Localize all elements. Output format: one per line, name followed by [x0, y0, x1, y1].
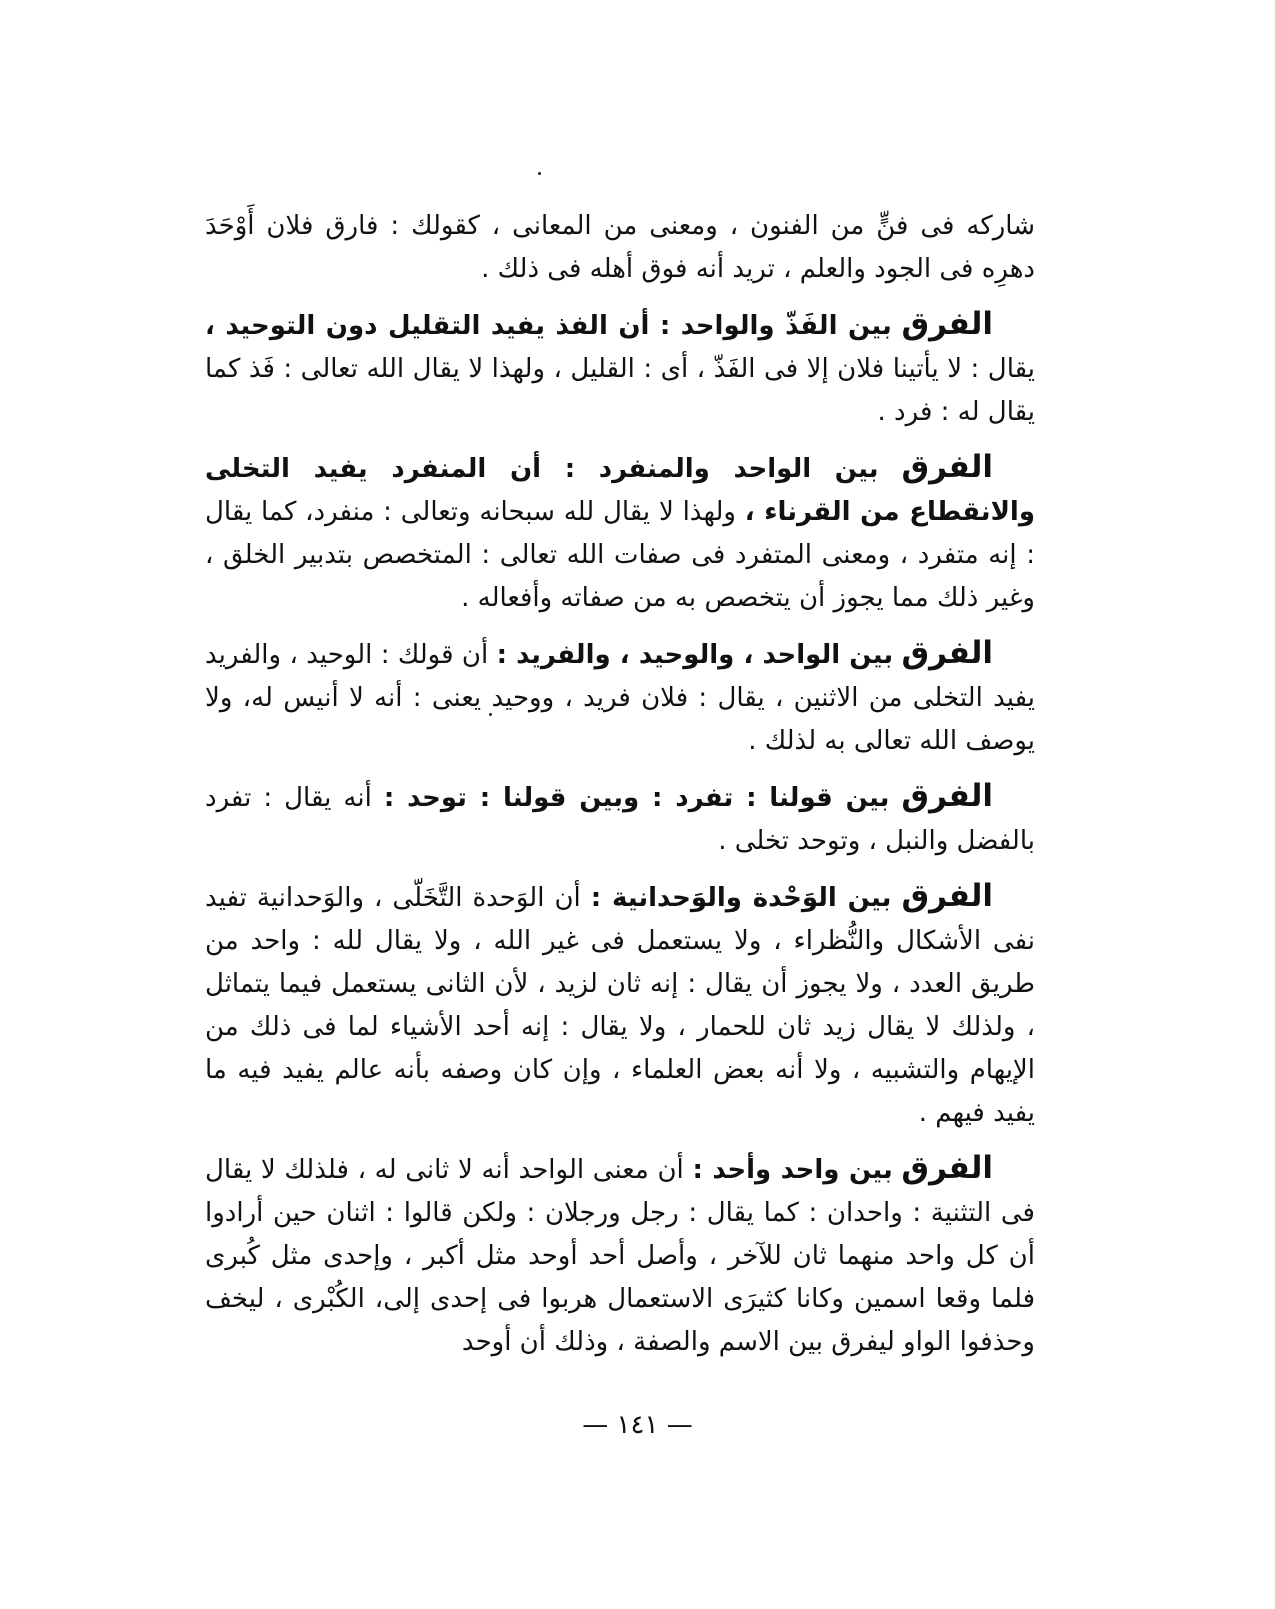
body-text: [205, 205, 1035, 1376]
entry-heading: الفرق: [901, 449, 994, 485]
entry-heading: الفرق: [901, 778, 993, 814]
paragraph-text: ولهذا لا يقال لله سبحانه وتعالى : منفرد، كما يقال : إنه متفرد ، ومعنى المتفرد فى صفات الله تعالى : المتخصص بتدبير الخلق ، وغير ذلك مما يجوز أن يتخصص به من صفاته وأفعاله .: [205, 497, 1035, 613]
paragraph-entry: [205, 775, 1035, 863]
paragraph-entry: [205, 632, 1035, 763]
entry-term: بين قولنا : تفرد : وبين قولنا : توحد :: [383, 783, 890, 813]
entry-heading: الفرق: [901, 878, 994, 914]
paragraph-entry: [205, 303, 1035, 434]
scan-speck: [538, 172, 541, 175]
entry-heading: الفرق: [901, 635, 994, 671]
paragraph-text: شاركه فى فنٍّ من الفنون ، ومعنى من المعانى ، كقولك : فارق فلان أَوْحَدَ دهرِه فى الجود والعلم ، تريد أنه فوق أهله فى ذلك .: [205, 211, 1035, 284]
page-number: — ١٤١ —: [582, 1410, 693, 1440]
entry-term: بين واحد وأحد :: [692, 1155, 893, 1185]
paragraph-text: أن الوَحدة التَّخَلّى ، والوَحدانية تفيد نفى الأشكال والنُّظراء ، ولا يستعمل فى غير الله ، ولا يقال لله : واحد من طريق العدد ، ولا يجوز أن يقال : إنه ثان لزيد ، لأن الثانى يستعمل فيما يتماثل ، ولذلك لا يقال زيد ثان للحمار ، ولا يقال : إنه أحد الأشياء لما فى ذلك من الإيهام والتشبيه ، ولا أنه بعض العلماء ، وإن كان وصفه بأنه عالم يفيد فيه ما يفيد فيهم .: [205, 883, 1035, 1128]
entry-heading: الفرق: [901, 306, 994, 342]
paragraph-entry: [205, 875, 1035, 1135]
paragraph-text: أن قولك : الوحيد ، والفريد يفيد التخلى من الاثنين ، يقال : فلان فريد ، ووحيد يعنى : أنه لا أنيس له، ولا يوصف الله تعالى به لذلك .: [205, 640, 1035, 756]
paragraph-entry: [205, 1147, 1035, 1364]
entry-term: بين الواحد والمنفرد : أن المنفرد يفيد التخلى والانقطاع من القرناء ،: [205, 454, 1036, 527]
entry-heading: الفرق: [901, 1150, 993, 1186]
entry-term: بين الوَحْدة والوَحدانية :: [590, 883, 892, 913]
paragraph-text: أن معنى الواحد أنه لا ثانى له ، فلذلك لا يقال فى التثنية : واحدان : كما يقال : رجل ورجلان : ولكن قالوا : اثنان حين أرادوا أن كل واحد منهما ثان للآخر ، وأصل أحد أوحد مثل أكبر ، وإحدى مثل كُبرى فلما وقعا اسمين وكانا كثيرَى الاستعمال هربوا فى إحدى إلى، الكُبْرى ، ليخف وحذفوا الواو ليفرق بين الاسم والصفة ، وذلك أن أوحد: [205, 1155, 1035, 1357]
paragraph-text: أنه يقال : تفرد بالفضل والنبل ، وتوحد تخلى .: [205, 783, 1035, 856]
paragraph-text: يقال : لا يأتينا فلان إلا فى الفَذّ ، أى : القليل ، ولهذا لا يقال الله تعالى : فَذ كما يقال له : فرد .: [205, 354, 1035, 427]
paragraph-entry: [205, 446, 1035, 620]
entry-term: بين الفَذّ والواحد : أن الفذ يفيد التقليل دون التوحيد ،: [205, 311, 892, 341]
entry-term: بين الواحد ، والوحيد ، والفريد :: [496, 640, 894, 670]
paragraph-continuation: [205, 205, 1035, 291]
